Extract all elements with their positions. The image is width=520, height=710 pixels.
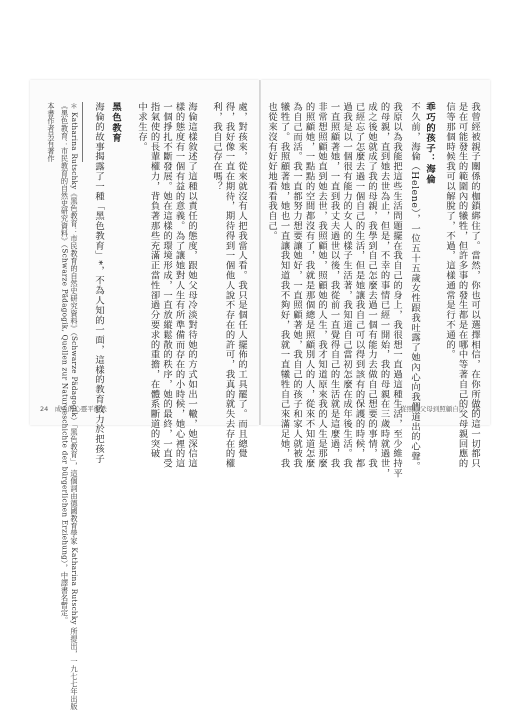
left-paragraph-2: 海倫這樣敘述了這種以責任的態度，跟她父母冷淡對待她的方式如出一轍，她深信這 樣的態度有一個有益的意義。為了讓她對人生有所準備而存在的小時候，她心裡的這 一個掙扎不斷發展。她在這樣的環境形成，一直放縱鬆散的秩序，她的最終，一直受 指氣使的長輩權力，背負著那些充滿正當性卻過分要求的重擔，在體系斷道的突破 中求生存。 (136, 102, 197, 469)
right-paragraph-2: 不久前，海倫（Helene），一位五十五歲女性跟我吐露了她內心向我們道出的心聲。 (409, 102, 420, 472)
left-page-footer: 24 成人的心靈平衡法 (40, 405, 107, 413)
right-section-heading: 乖巧的孩子：海倫 (424, 102, 435, 185)
left-page (30, 80, 259, 710)
book-spread (30, 80, 490, 710)
footnote-rule (82, 102, 83, 162)
left-footnote: ＊ Katharina Rutschky《黑色教育：市民教育的自然史研究資料》（Schwarze Pädagogik）「黑色教育」，這個詞由德國教育學家 Katharina Rutschky 所提出，一九七七年出版 《黑色教育：市民教育的自然史研究資料》（Schwarze Pädagogik, Quellen zur Naturgeschichte der bürgerlichen Erziehung），中譯書名暫定。 (60, 102, 79, 710)
left-paragraph-1: 處，對孩來，從來就沒有人把我當人看。我只是個任人擺佈的工具罷了。而且總覺 得，我好像一直在期待，期待得到一個他人說不存在的許可，我真的就失去存在的權 利，我自己存在嗎？ (211, 102, 247, 469)
left-section-heading: 黑色教育 (110, 102, 121, 144)
right-paragraph-1: 我曾經被親子關係的枷鎖綁住了。當然，你也可以選擇相信，在你所做的這一切都只 是在可能發生的範圍內的犧牲，但許多事的發生都是在哪中等著自己的父母親回應的 信等那個時候我可以解脫了，不過，這樣通常是行不通的。 (444, 102, 480, 469)
left-footnote-tag: 本書作者另有著作 (47, 102, 56, 162)
right-page (261, 80, 490, 479)
left-paragraph-3: 海倫的故事揭露了一種「黑色教育」*，不為人知的一面，這樣的教育致力於把孩子 (93, 102, 104, 464)
right-page-footer: 從照顧父母到照顧自己 25 (400, 405, 480, 413)
right-paragraph-3: 我原以為我能把這些生活問題擺在我自己的身上，我很想一直過這種生活，至少維持平 的母親，直到她去世為止，但是，不幸的事情已經一開始，我的母親在三歲時就過世， 成之後她就成了我的母親，我學到自己怎麼去過一個有能力去做自己想要的事情，我 已經忘了怎麼去過一個自己的生活，但是她讓我自己可以得到該有的保護的時候，都 過我是以一個很有能力的女人的樣子生活著，我知道自己當初怎麼在成年後生活。我 一直照顧著她，一直到我丈夫過世以後，我從前一直覺得自己的生活就是這麼過，我 非常想照顧她直到她去世，我照顧她，照顧她的人生，我才知道原來我的人生是那麼 的照顧她，一點點的空間都沒有了，我就是那個總是照顧別人的人，從來不知道怎麼 為自己而活。我一直都努力想要讓她好，一直照顧著她，我自己的孩子和家人就被我 犧牲了。我照顧著她，她也一直讓我知道我不夠好，我就一直犧牲自己來滿足她，我 也從來沒有好好地看看我自己。 (266, 102, 402, 479)
